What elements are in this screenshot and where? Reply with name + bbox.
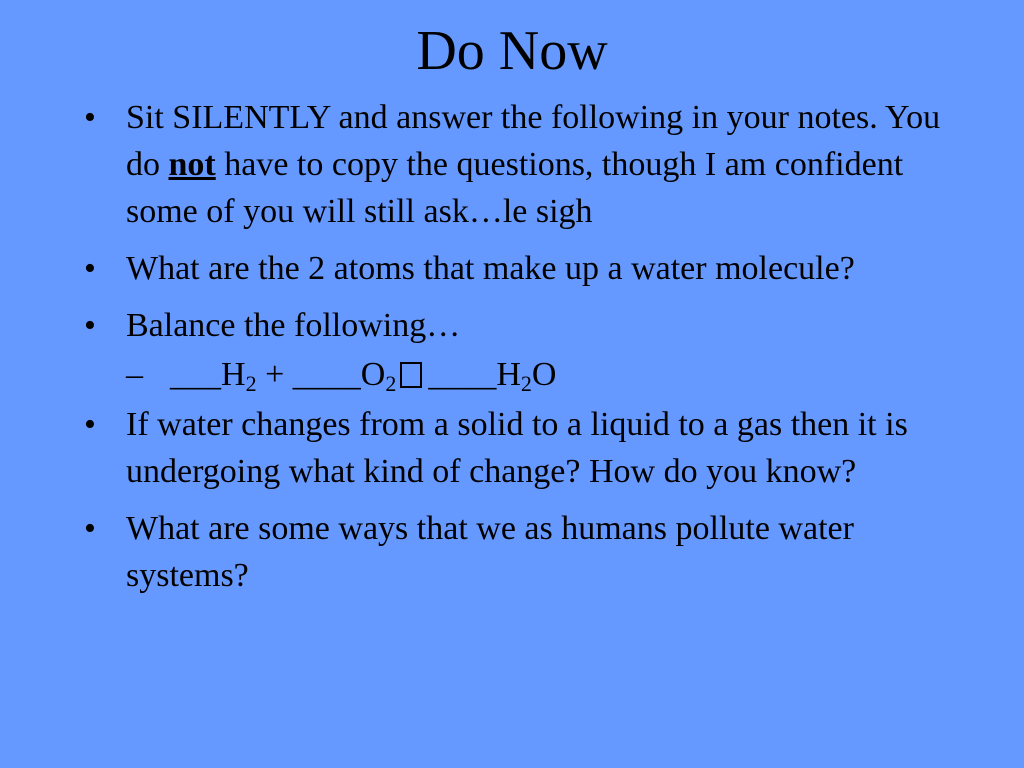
- bullet-text: Balance the following…: [126, 307, 461, 344]
- bullet-text: What are some ways that we as humans pollute water systems?: [126, 510, 854, 594]
- bullet-item-atoms: [84, 245, 954, 292]
- emphasis-text: not: [168, 146, 216, 183]
- slide-title: Do Now: [416, 20, 608, 82]
- bullet-text: Sit SILENTLY and answer the following in your notes. You do: [126, 99, 941, 183]
- bullet-item-change: [84, 401, 954, 495]
- bullet-list: [84, 94, 954, 609]
- equation: $\_\_\_H_2$ + $\_\_\_\_O_2$ $\_\_\_\_H_2O$: [170, 356, 557, 396]
- bullet-text: If water changes from a solid to a liquid to a gas then it is undergoing what kind of change? How do you know?: [126, 406, 908, 490]
- bullet-icon: •: [84, 307, 96, 344]
- bullet-item-pollution: [84, 505, 954, 599]
- bullet-icon: •: [84, 250, 96, 287]
- bullet-text-continued: have to copy the questions, though I am confident some of you will still ask…le sigh: [126, 146, 904, 230]
- bullet-icon: •: [84, 99, 96, 136]
- bullet-item-balance: [84, 302, 954, 349]
- missing-glyph-arrow-icon: [400, 362, 422, 388]
- sub-bullet-icon: –: [126, 356, 143, 393]
- bullet-icon: •: [84, 406, 96, 443]
- bullet-item-instructions: [84, 94, 954, 235]
- equation-item: [84, 351, 954, 398]
- bullet-icon: •: [84, 510, 96, 547]
- bullet-text: What are the 2 atoms that make up a water molecule?: [126, 250, 855, 287]
